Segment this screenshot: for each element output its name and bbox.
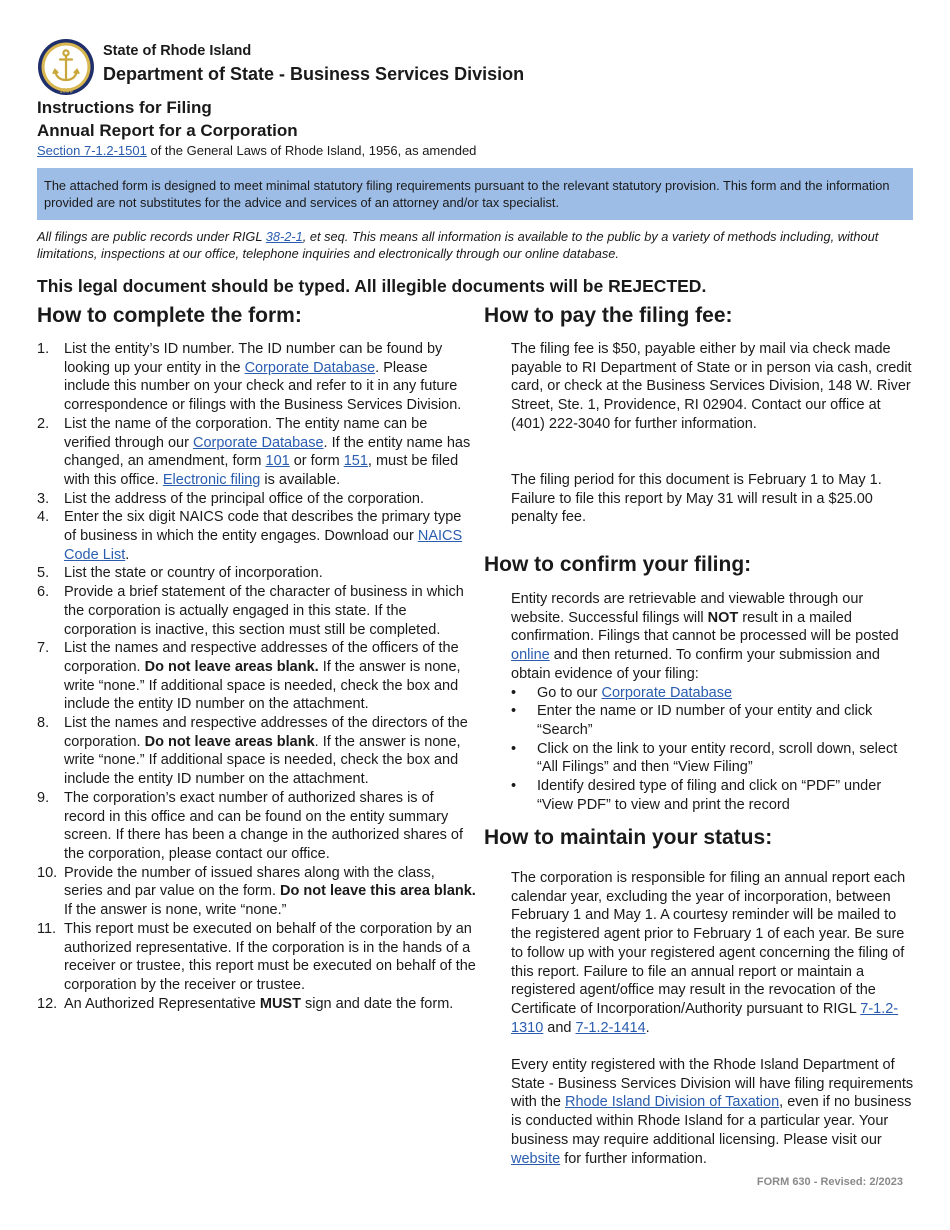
list-item: • Go to our Corporate Database [511, 684, 915, 703]
maintain-heading: How to maintain your status: [484, 826, 773, 849]
confirm-paragraph: Entity records are retrievable and viewable through our website. Successful filings will NOT result in a mailed confirmation. Filings that cannot be processed will be posted online and then returned. To confirm your submission and obtain evidence of your filing: [511, 591, 899, 682]
list-item: 5. List the state or country of incorporation. [37, 565, 323, 582]
list-item: 4. Enter the six digit NAICS code that describes the primary type of business in which the entity engages. Download our NAICS Code List. [37, 509, 463, 563]
corporate-database-link[interactable]: Corporate Database [192, 434, 324, 451]
maintain-paragraph-1: The corporation is responsible for filing an annual report each calendar year, excluding the year of incorporation, between February 1 and May 1. A courtesy reminder will be mailed to the registered agent prior to February 1 of each year. Be sure to follow up with your registered agent concerning the filing of this report. Failure to file an annual report or maintain a registered agent/office may result in the revocation of the Certificate of Incorporation/Authority pursuant to RIGL 7-1.2-1310 and 7-1.2-1414. [511, 870, 906, 1036]
naics-code-list-link[interactable]: NAICS Code List [64, 528, 463, 563]
list-item: 6. Provide a brief statement of the character of business in which the corporation is actually engaged in this state. If the corporation is inactive, this section must still be completed. [37, 584, 464, 638]
list-item: 1. List the entity’s ID number. The ID number can be found by looking up your entity in the Corporate Database. Please include this number on your check and refer to it in any future correspondence or filings with the Business Services Division. [37, 341, 462, 414]
list-item: 7. List the names and respective addresses of the officers of the corporation. Do not leave areas blank. If the answer is none, write “none.” If additional space is needed, check the box and include the entity ID number on the attachment. [37, 640, 461, 713]
law-citation-text: of the General Laws of Rhode Island, 1956, as amended [146, 143, 477, 158]
corporate-database-link[interactable]: Corporate Database [244, 359, 376, 376]
seal-logo [37, 38, 95, 96]
filing-period-paragraph: The filing period for this document is February 1 to May 1. Failure to file this report by May 31 will result in a $25.00 penalty fee. [511, 472, 882, 526]
corporate-database-link[interactable]: Corporate Database [601, 684, 733, 701]
list-item: 8. List the names and respective addresses of the directors of the corporation. Do not leave areas blank. If the answer is none, write “none.” If additional space is needed, check the box and include the entity ID number on the attachment. [37, 715, 468, 788]
list-item: • Click on the link to your entity record, scroll down, select “All Filings” and then “View Filing” [511, 740, 915, 777]
confirm-section [511, 590, 915, 814]
list-item: • Enter the name or ID number of your entity and click “Search” [511, 702, 915, 739]
list-item: • Identify desired type of filing and click on “PDF” under “View PDF” to view and print the record [511, 777, 915, 814]
notice-box: The attached form is designed to meet minimal statutory filing requirements pursuant to the relevant statutory provision. This form and the information provided are not substitutes for the advice and services of an attorney and/or tax specialist. [37, 168, 913, 220]
department-name: Department of State - Business Services Division [103, 64, 525, 84]
form-151-link[interactable]: 151 [343, 453, 368, 470]
form-101-link[interactable]: 101 [265, 453, 290, 470]
complete-heading: How to complete the form: [37, 304, 302, 327]
online-link[interactable]: online [511, 647, 550, 664]
electronic-filing-link[interactable]: Electronic filing [162, 471, 261, 488]
title-line-1: Instructions for Filing [37, 98, 212, 117]
law-section-link[interactable]: Section 7-1.2-1501 [37, 143, 147, 158]
list-item: 3. List the address of the principal office of the corporation. [37, 490, 425, 507]
law-citation [37, 143, 476, 159]
document-title [37, 96, 476, 159]
seal-year: 1636 [59, 88, 73, 95]
maintain-paragraph-2: Every entity registered with the Rhode Island Department of State - Business Services Division will have filing requirements with the Rhode Island Division of Taxation, even if no business is conducted within Rhode Island for a particular year. Your business may require additional licensing. Please visit our website for further information. [511, 1057, 914, 1167]
page-header [37, 38, 917, 96]
list-item: 2. List the name of the corporation. The entity name can be verified through our Corporate Database. If the entity name has changed, an amendment, form 101 or form 151, must be filed with this office. Electronic filing is available. [37, 415, 471, 488]
website-link[interactable]: website [511, 1150, 561, 1167]
confirm-heading: How to confirm your filing: [484, 553, 752, 576]
typed-warning: This legal document should be typed. All illegible documents will be REJECTED. [37, 276, 707, 296]
list-item: 12. An Authorized Representative MUST sign and date the form. [37, 995, 454, 1012]
pay-heading: How to pay the filing fee: [484, 304, 733, 327]
division-of-taxation-link[interactable]: Rhode Island Division of Taxation [565, 1094, 780, 1111]
list-item: 9. The corporation’s exact number of authorized shares is of record in this office and can be found on the entity summary screen. If there has been a change in the authorized shares of the corporation, please contact our office. [37, 789, 464, 862]
instruction-list [37, 340, 477, 1013]
pay-fee-paragraph: The filing fee is $50, payable either by mail via check made payable to RI Department of State or in person via cash, credit card, or check at the Business Services Division, 148 W. River Street, Ste. 1, Providence, RI 02904. Contact our office at (401) 222-3040 for further information. [511, 341, 912, 432]
rigl-7-1.2-1414-link[interactable]: 7-1.2-1414 [575, 1019, 646, 1036]
state-name: State of Rhode Island [103, 43, 252, 59]
confirm-steps [511, 684, 915, 815]
list-item: 10. Provide the number of issued shares along with the class, series and par value on the form. Do not leave this area blank. If the answer is none, write “none.” [37, 864, 476, 919]
rigl-7-1.2-1310-link[interactable]: 7-1.2-1310 [511, 1000, 899, 1036]
rigl-38-2-1-link[interactable]: 38-2-1 [265, 229, 303, 244]
form-number: FORM 630 - Revised: 2/2023 [756, 1176, 903, 1188]
list-item: 11. This report must be executed on behalf of the corporation by an authorized representative. If the corporation is in the hands of a receiver or trustee, this report must be executed on behalf of the corporation by the receiver or trustee. [37, 920, 476, 993]
title-line-2: Annual Report for a Corporation [37, 121, 298, 140]
public-records-note: All filings are public records under RIGL 38-2-1, et seq. This means all information is available to the public by a variety of methods including, without limitations, inspections at our office, telephone inquiries and electronically through our online database. [37, 229, 879, 261]
